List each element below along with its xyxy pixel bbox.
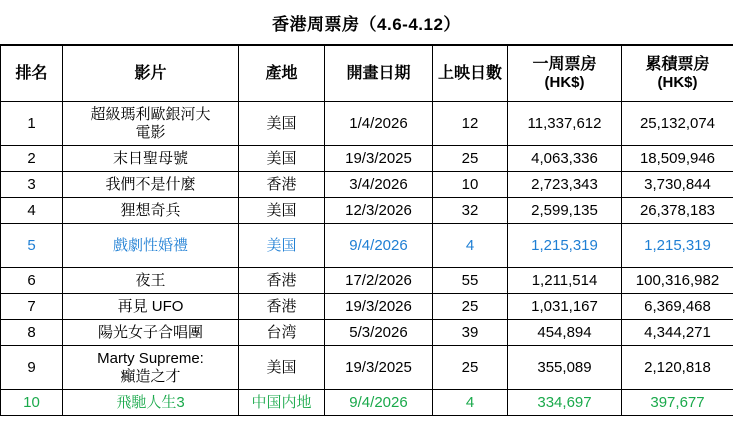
- table-row: [1, 268, 733, 294]
- table-row: [1, 224, 733, 268]
- cell-origin: 台湾: [239, 320, 325, 346]
- table-row: [1, 294, 733, 320]
- film-title-line: Marty Supreme:: [97, 349, 204, 367]
- cell-film-title: 再見 UFO: [63, 294, 239, 320]
- cell-origin: 美国: [239, 102, 325, 146]
- cell-total-gross: 1,215,319: [622, 224, 733, 268]
- cell-rank: 2: [1, 146, 63, 172]
- film-title-line: 癲造之才: [120, 367, 181, 385]
- cell-release-date: 17/2/2026: [325, 268, 433, 294]
- table-row: [1, 146, 733, 172]
- cell-film-title: [63, 346, 239, 390]
- cell-weekly-gross: 1,215,319: [508, 224, 622, 268]
- cell-release-date: 9/4/2026: [325, 224, 433, 268]
- cell-total-gross: 397,677: [622, 390, 733, 416]
- cell-film-title: 末日聖母號: [63, 146, 239, 172]
- cell-total-gross: 4,344,271: [622, 320, 733, 346]
- cell-total-gross: 26,378,183: [622, 198, 733, 224]
- film-title-line: 電影: [135, 123, 166, 141]
- cell-origin: 美国: [239, 224, 325, 268]
- cell-weekly-gross: 2,599,135: [508, 198, 622, 224]
- cell-film-title: 戲劇性婚禮: [63, 224, 239, 268]
- cell-film-title: 夜王: [63, 268, 239, 294]
- cell-days: 10: [433, 172, 508, 198]
- film-title-line: 超級瑪利歐銀河大: [90, 105, 211, 123]
- cell-origin: 美国: [239, 346, 325, 390]
- cell-total-gross: 100,316,982: [622, 268, 733, 294]
- column-header-weekly-gross: 一周票房 (HK$): [508, 46, 622, 102]
- cell-rank: 8: [1, 320, 63, 346]
- table-row: [1, 172, 733, 198]
- cell-rank: 5: [1, 224, 63, 268]
- cell-release-date: 12/3/2026: [325, 198, 433, 224]
- cell-total-gross: 25,132,074: [622, 102, 733, 146]
- title-bar: [0, 0, 733, 45]
- cell-weekly-gross: 2,723,343: [508, 172, 622, 198]
- cell-release-date: 19/3/2025: [325, 146, 433, 172]
- cell-total-gross: 6,369,468: [622, 294, 733, 320]
- cell-days: 55: [433, 268, 508, 294]
- cell-rank: 9: [1, 346, 63, 390]
- column-header-origin: 產地: [239, 46, 325, 102]
- cell-origin: 美国: [239, 198, 325, 224]
- cell-rank: 7: [1, 294, 63, 320]
- cell-weekly-gross: 454,894: [508, 320, 622, 346]
- cell-rank: 3: [1, 172, 63, 198]
- cell-rank: 10: [1, 390, 63, 416]
- cell-origin: 中国内地: [239, 390, 325, 416]
- cell-release-date: 5/3/2026: [325, 320, 433, 346]
- cell-days: 25: [433, 346, 508, 390]
- table-row: [1, 102, 733, 146]
- cell-weekly-gross: 334,697: [508, 390, 622, 416]
- table-row: [1, 320, 733, 346]
- page-title: 香港周票房（4.6-4.12）: [272, 14, 461, 34]
- cell-release-date: 19/3/2026: [325, 294, 433, 320]
- cell-rank: 4: [1, 198, 63, 224]
- cell-weekly-gross: 1,211,514: [508, 268, 622, 294]
- column-header-rank: 排名: [1, 46, 63, 102]
- cell-origin: 美国: [239, 146, 325, 172]
- cell-film-title: 我們不是什麼: [63, 172, 239, 198]
- cell-total-gross: 3,730,844: [622, 172, 733, 198]
- cell-release-date: 1/4/2026: [325, 102, 433, 146]
- boxoffice-table: [0, 45, 733, 416]
- cell-film-title: [63, 102, 239, 146]
- cell-weekly-gross: 355,089: [508, 346, 622, 390]
- cell-film-title: 陽光女子合唱團: [63, 320, 239, 346]
- cell-weekly-gross: 4,063,336: [508, 146, 622, 172]
- cell-release-date: 19/3/2025: [325, 346, 433, 390]
- cell-days: 25: [433, 294, 508, 320]
- column-header-days: 上映日數: [433, 46, 508, 102]
- cell-weekly-gross: 1,031,167: [508, 294, 622, 320]
- table-header-row: [1, 46, 733, 102]
- cell-film-title: 飛馳人生3: [63, 390, 239, 416]
- table-body: [1, 102, 733, 416]
- cell-release-date: 9/4/2026: [325, 390, 433, 416]
- column-header-release-date: 開畫日期: [325, 46, 433, 102]
- cell-origin: 香港: [239, 268, 325, 294]
- cell-days: 4: [433, 224, 508, 268]
- cell-days: 4: [433, 390, 508, 416]
- cell-origin: 香港: [239, 172, 325, 198]
- cell-film-title: 狸想奇兵: [63, 198, 239, 224]
- cell-release-date: 3/4/2026: [325, 172, 433, 198]
- cell-rank: 6: [1, 268, 63, 294]
- cell-days: 32: [433, 198, 508, 224]
- cell-total-gross: 18,509,946: [622, 146, 733, 172]
- column-header-film: 影片: [63, 46, 239, 102]
- cell-rank: 1: [1, 102, 63, 146]
- table-row: [1, 390, 733, 416]
- table-row: [1, 198, 733, 224]
- table-row: [1, 346, 733, 390]
- cell-days: 12: [433, 102, 508, 146]
- cell-weekly-gross: 11,337,612: [508, 102, 622, 146]
- cell-days: 25: [433, 146, 508, 172]
- cell-origin: 香港: [239, 294, 325, 320]
- column-header-total-gross: 累積票房 (HK$): [622, 46, 733, 102]
- cell-days: 39: [433, 320, 508, 346]
- cell-total-gross: 2,120,818: [622, 346, 733, 390]
